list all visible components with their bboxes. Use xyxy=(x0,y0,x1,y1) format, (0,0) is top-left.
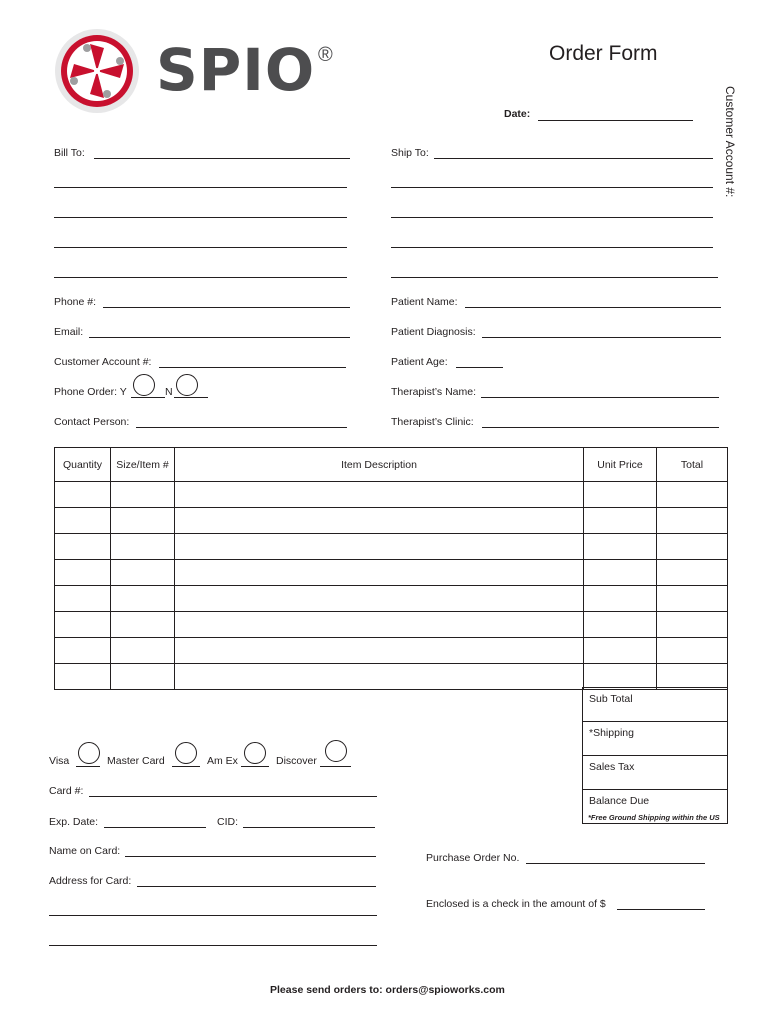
cell-total[interactable] xyxy=(657,638,728,664)
bill-to-line-5[interactable] xyxy=(54,277,347,278)
cell-description[interactable] xyxy=(175,508,584,534)
balance-due-label[interactable]: Balance Due xyxy=(583,790,728,824)
cell-total[interactable] xyxy=(657,560,728,586)
cell-total[interactable] xyxy=(657,534,728,560)
cell-unit-price[interactable] xyxy=(584,664,657,690)
cell-total[interactable] xyxy=(657,612,728,638)
bill-to-line-2[interactable] xyxy=(54,187,347,188)
mastercard-radio[interactable] xyxy=(175,742,197,764)
cell-description[interactable] xyxy=(175,638,584,664)
cell-unit-price[interactable] xyxy=(584,612,657,638)
spio-logo-emblem xyxy=(54,28,140,114)
cell-description[interactable] xyxy=(175,482,584,508)
therapist-clinic-field[interactable] xyxy=(482,427,719,428)
phone-order-n-label: N xyxy=(165,386,173,398)
table-row xyxy=(55,560,728,586)
amex-line xyxy=(241,766,269,767)
shipping-label[interactable]: *Shipping xyxy=(583,722,728,756)
cell-size-item[interactable] xyxy=(111,534,175,560)
sub-total-label[interactable]: Sub Total xyxy=(583,688,728,722)
ship-to-line-4[interactable] xyxy=(391,247,713,248)
cell-total[interactable] xyxy=(657,482,728,508)
table-row xyxy=(55,534,728,560)
cell-description[interactable] xyxy=(175,586,584,612)
footer-send-orders: Please send orders to: orders@spioworks.com xyxy=(270,984,505,996)
ship-to-line-2[interactable] xyxy=(391,187,713,188)
amex-label: Am Ex xyxy=(207,755,238,767)
ship-to-field[interactable] xyxy=(434,158,713,159)
patient-name-field[interactable] xyxy=(465,307,721,308)
table-row xyxy=(55,482,728,508)
phone-field[interactable] xyxy=(103,307,350,308)
phone-order-yes-radio[interactable] xyxy=(133,374,155,396)
cell-total[interactable] xyxy=(657,586,728,612)
phone-label: Phone #: xyxy=(54,296,97,308)
mastercard-label: Master Card xyxy=(107,755,165,767)
therapist-clinic-label: Therapist’s Clinic: xyxy=(391,416,474,428)
address-line-2[interactable] xyxy=(49,915,377,916)
bill-to-field[interactable] xyxy=(94,158,350,159)
registered-mark: ® xyxy=(318,44,333,66)
bill-to-line-4[interactable] xyxy=(54,247,347,248)
table-row xyxy=(55,664,728,690)
patient-age-field[interactable] xyxy=(456,367,503,368)
totals-table xyxy=(582,687,728,824)
discover-line xyxy=(320,766,351,767)
items-table xyxy=(54,447,728,690)
col-quantity: Quantity xyxy=(55,448,111,482)
email-label: Email: xyxy=(54,326,84,338)
cell-size-item[interactable] xyxy=(111,638,175,664)
cell-unit-price[interactable] xyxy=(584,560,657,586)
cell-description[interactable] xyxy=(175,534,584,560)
bill-to-label: Bill To: xyxy=(54,147,85,159)
sales-tax-label[interactable]: Sales Tax xyxy=(583,756,728,790)
cell-quantity[interactable] xyxy=(55,508,111,534)
cell-size-item[interactable] xyxy=(111,560,175,586)
items-table-body xyxy=(55,482,728,690)
table-row xyxy=(55,638,728,664)
patient-age-label: Patient Age: xyxy=(391,356,448,368)
purchase-order-field[interactable] xyxy=(526,863,705,864)
check-amount-field[interactable] xyxy=(617,909,705,910)
exp-date-label: Exp. Date: xyxy=(49,816,99,828)
name-on-card-field[interactable] xyxy=(125,856,376,857)
table-row xyxy=(55,508,728,534)
ship-to-line-3[interactable] xyxy=(391,217,713,218)
cell-size-item[interactable] xyxy=(111,482,175,508)
col-total: Total xyxy=(657,448,728,482)
cell-total[interactable] xyxy=(657,664,728,690)
cell-unit-price[interactable] xyxy=(584,482,657,508)
cid-field[interactable] xyxy=(243,827,375,828)
cell-size-item[interactable] xyxy=(111,508,175,534)
page-title: Order Form xyxy=(549,42,658,65)
cell-quantity[interactable] xyxy=(55,534,111,560)
exp-date-field[interactable] xyxy=(104,827,206,828)
mastercard-line xyxy=(172,766,200,767)
customer-account-label: Customer Account #: xyxy=(54,356,152,368)
cell-quantity[interactable] xyxy=(55,586,111,612)
visa-line xyxy=(76,766,100,767)
therapist-name-label: Therapist’s Name: xyxy=(391,386,477,398)
phone-order-y-line xyxy=(131,397,165,398)
col-unit-price: Unit Price xyxy=(584,448,657,482)
ship-to-label: Ship To: xyxy=(391,147,429,159)
contact-person-field[interactable] xyxy=(136,427,347,428)
card-number-field[interactable] xyxy=(89,796,377,797)
name-on-card-label: Name on Card: xyxy=(49,845,121,857)
check-amount-label: Enclosed is a check in the amount of $ xyxy=(426,898,606,910)
visa-radio[interactable] xyxy=(78,742,100,764)
date-label: Date: xyxy=(504,108,531,120)
customer-account-field[interactable] xyxy=(159,367,346,368)
cell-size-item[interactable] xyxy=(111,586,175,612)
phone-order-n-line xyxy=(174,397,208,398)
date-field[interactable] xyxy=(538,120,693,121)
col-size-item: Size/Item # xyxy=(111,448,175,482)
cell-description[interactable] xyxy=(175,612,584,638)
address-for-card-field[interactable] xyxy=(137,886,376,887)
cell-size-item[interactable] xyxy=(111,612,175,638)
logo-wordmark: SPIO xyxy=(156,36,316,104)
customer-account-vertical-label: Customer Account #: xyxy=(723,86,737,198)
contact-person-label: Contact Person: xyxy=(54,416,130,428)
email-field[interactable] xyxy=(89,337,350,338)
purchase-order-label: Purchase Order No. xyxy=(426,852,520,864)
phone-order-label: Phone Order: Y xyxy=(54,386,127,398)
cell-unit-price[interactable] xyxy=(584,508,657,534)
cell-total[interactable] xyxy=(657,508,728,534)
shipping-note: *Free Ground Shipping within the US xyxy=(588,813,720,822)
visa-label: Visa xyxy=(49,755,70,767)
cell-description[interactable] xyxy=(175,664,584,690)
cell-quantity[interactable] xyxy=(55,664,111,690)
cell-size-item[interactable] xyxy=(111,664,175,690)
card-number-label: Card #: xyxy=(49,785,84,797)
cell-unit-price[interactable] xyxy=(584,638,657,664)
address-for-card-label: Address for Card: xyxy=(49,875,132,887)
patient-name-label: Patient Name: xyxy=(391,296,458,308)
cell-quantity[interactable] xyxy=(55,612,111,638)
cid-label: CID: xyxy=(217,816,238,828)
discover-label: Discover xyxy=(276,755,317,767)
amex-radio[interactable] xyxy=(244,742,266,764)
table-row xyxy=(55,612,728,638)
cell-quantity[interactable] xyxy=(55,482,111,508)
cell-description[interactable] xyxy=(175,560,584,586)
therapist-name-field[interactable] xyxy=(481,397,719,398)
patient-diagnosis-field[interactable] xyxy=(482,337,721,338)
table-header-row xyxy=(55,448,728,482)
col-item-description: Item Description xyxy=(175,448,584,482)
cell-quantity[interactable] xyxy=(55,638,111,664)
ship-to-line-5[interactable] xyxy=(391,277,718,278)
discover-radio[interactable] xyxy=(325,740,347,762)
address-line-3[interactable] xyxy=(49,945,377,946)
phone-order-no-radio[interactable] xyxy=(176,374,198,396)
patient-diagnosis-label: Patient Diagnosis: xyxy=(391,326,476,338)
table-row xyxy=(55,586,728,612)
bill-to-line-3[interactable] xyxy=(54,217,347,218)
cell-unit-price[interactable] xyxy=(584,534,657,560)
cell-unit-price[interactable] xyxy=(584,586,657,612)
cell-quantity[interactable] xyxy=(55,560,111,586)
